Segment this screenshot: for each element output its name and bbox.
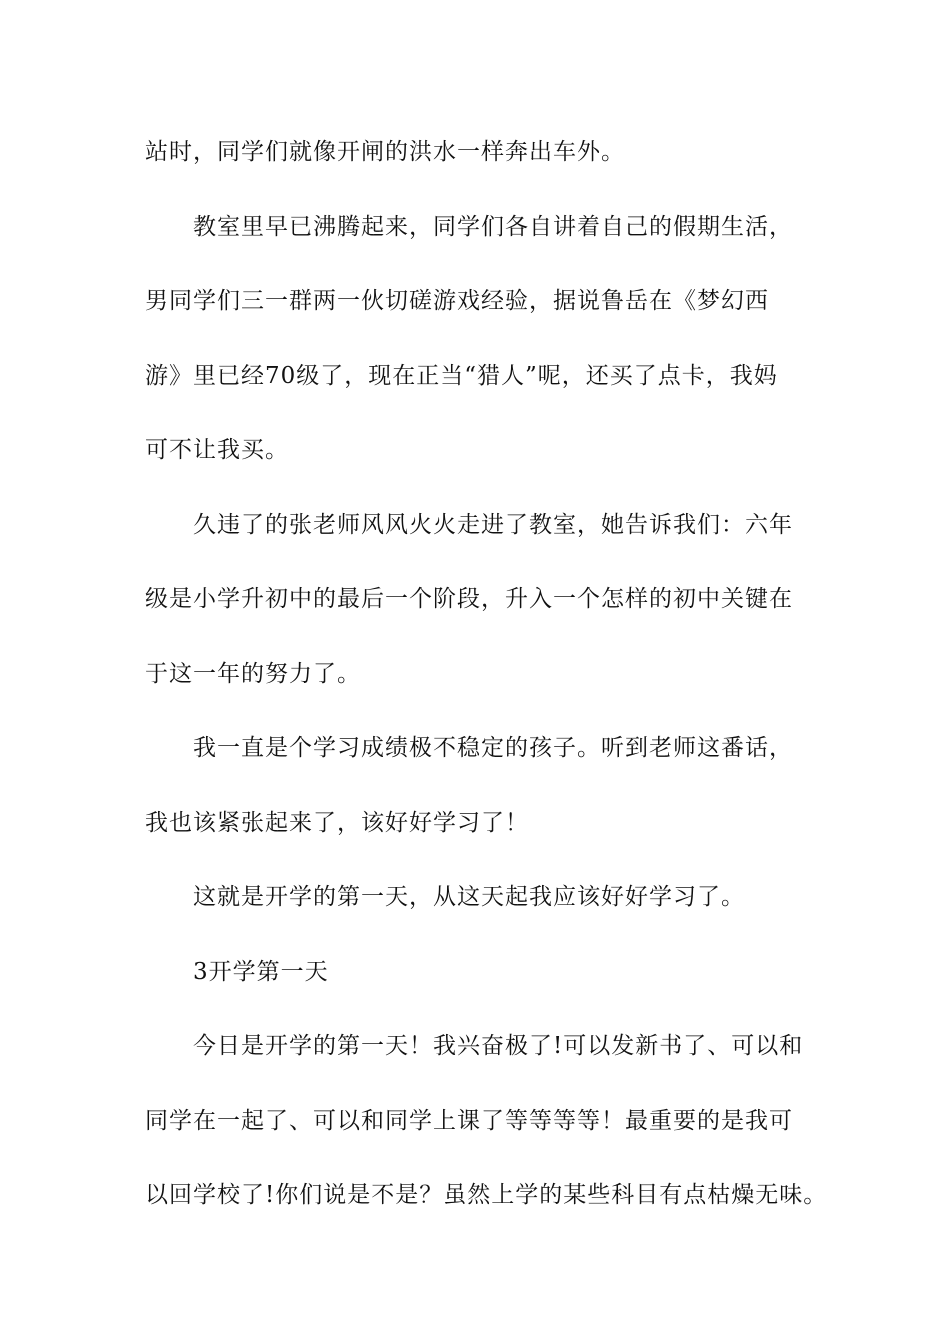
text-line: 我也该紧张起来了，该好好学习了！ xyxy=(145,809,529,836)
section-heading: 3开学第一天 xyxy=(193,958,329,985)
text-line: 级是小学升初中的最后一个阶段，升入一个怎样的初中关键在 xyxy=(145,586,793,612)
text-line: 教室里早已沸腾起来，同学们各自讲着自己的假期生活， xyxy=(193,213,793,240)
document-body xyxy=(145,130,835,1248)
text-line: 游》里已经70级了，现在正当“猎人”呢，还买了点卡，我妈 xyxy=(145,362,778,389)
text-line: 于这一年的努力了。 xyxy=(145,660,361,687)
text-line: 男同学们三一群两一伙切磋游戏经验，据说鲁岳在《梦幻西 xyxy=(145,288,769,314)
text-line: 以回学校了!你们说是不是？虽然上学的某些科目有点枯燥无味。 xyxy=(145,1182,828,1208)
text-line: 今日是开学的第一天！我兴奋极了!可以发新书了、可以和 xyxy=(193,1033,804,1059)
text-line: 站时，同学们就像开闸的洪水一样奔出车外。 xyxy=(145,139,625,165)
text-line: 可不让我买。 xyxy=(145,437,289,463)
text-line: 这就是开学的第一天，从这天起我应该好好学习了。 xyxy=(193,884,745,910)
text-line: 我一直是个学习成绩极不稳定的孩子。听到老师这番话， xyxy=(193,735,793,761)
text-line: 久违了的张老师风风火火走进了教室，她告诉我们：六年 xyxy=(193,511,793,538)
text-line: 同学在一起了、可以和同学上课了等等等等！最重要的是我可 xyxy=(145,1107,793,1134)
